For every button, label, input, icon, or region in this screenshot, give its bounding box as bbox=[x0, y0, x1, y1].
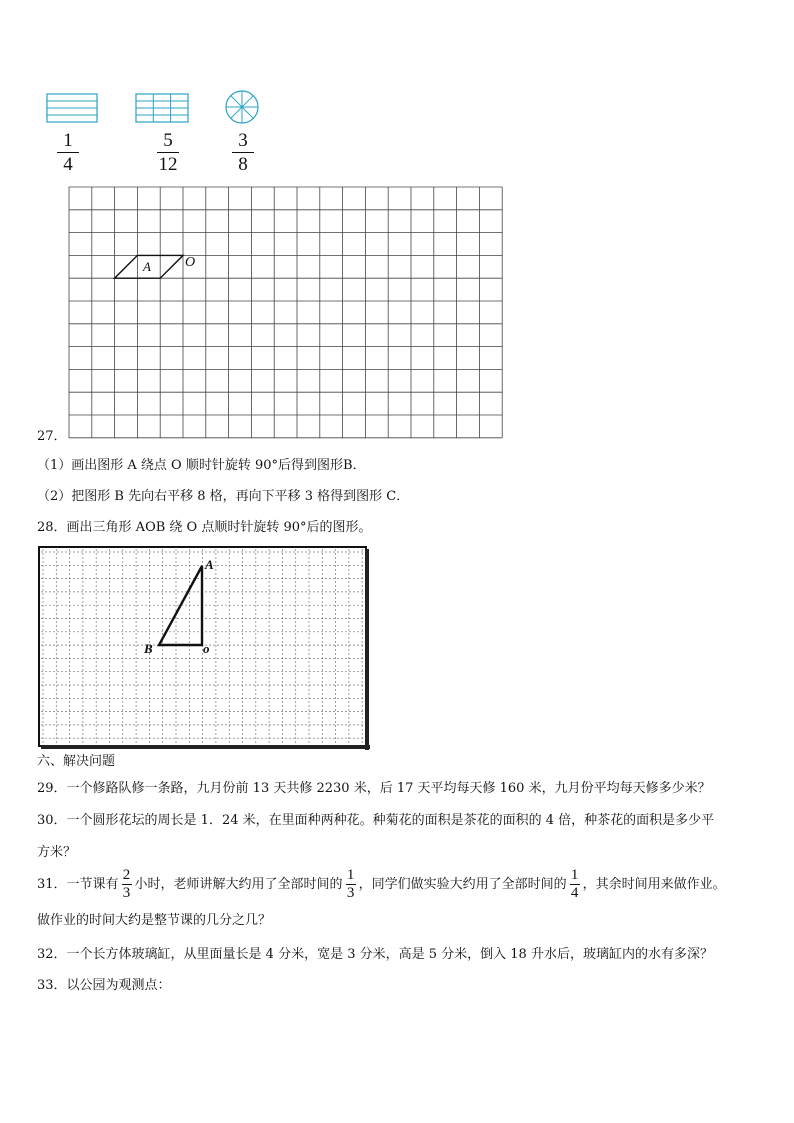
fraction-numerator: 3 bbox=[238, 130, 248, 151]
q31-text-4: ，其余时间用来做作业。 bbox=[582, 877, 726, 892]
fraction-numerator: 5 bbox=[163, 130, 173, 151]
fraction-denominator: 4 bbox=[63, 154, 73, 175]
fraction-circle-eighths-figure bbox=[223, 89, 263, 129]
q31-question-line-1 bbox=[37, 868, 726, 902]
fraction-bar bbox=[57, 152, 79, 153]
q31-fraction-2 bbox=[346, 868, 356, 901]
q31-text-1: 31．一节课有 bbox=[37, 877, 119, 892]
q33-question: 33．以公园为观测点： bbox=[37, 978, 171, 993]
q27-subquestion-2: （2）把图形 B 先向右平移 8 格，再向下平移 3 格得到图形 C． bbox=[37, 489, 410, 504]
q28-label-b: B bbox=[144, 641, 153, 656]
q30-question-line-1: 30．一个圆形花坛的周长是 1．24 米，在里面种两种花。种菊花的面积是茶花的面积的 4 倍，种茶花的面积是多少平 bbox=[37, 813, 715, 828]
q27-point-label: O bbox=[185, 255, 196, 270]
q28-label-o: o bbox=[203, 641, 210, 656]
q30-question-line-2: 方米？ bbox=[37, 845, 77, 860]
fraction-bar bbox=[232, 152, 254, 153]
fraction-denominator: 8 bbox=[238, 154, 248, 175]
q31-text-2: 小时，老师讲解大约用了全部时间的 bbox=[134, 877, 343, 892]
fraction-bar bbox=[157, 152, 179, 153]
fraction-grid-twelfths-figure bbox=[135, 93, 191, 125]
grid-frame-shadow bbox=[365, 549, 369, 750]
fraction-label-2 bbox=[153, 131, 183, 174]
q32-question: 32．一个长方体玻璃缸，从里面量长是 4 分米，宽是 3 分米，高是 5 分米，倒入 18 升水后，玻璃缸内的水有多深？ bbox=[37, 947, 713, 962]
fraction-numerator: 1 bbox=[63, 130, 73, 151]
q28-question: 28．画出三角形 AOB 绕 O 点顺时针旋转 90°后的图形。 bbox=[37, 520, 372, 535]
q27-number: 27． bbox=[37, 429, 67, 444]
q31-fraction-1-numerator: 2 bbox=[122, 867, 131, 883]
q29-question: 29．一个修路队修一条路，九月份前 13 天共修 2230 米，后 17 天平均每天修 160 米，九月份平均每天修多少米？ bbox=[37, 781, 711, 796]
q31-fraction-3-numerator: 1 bbox=[570, 867, 579, 883]
q27-subquestion-1: （1）画出图形 A 绕点 O 顺时针旋转 90°后得到图形B． bbox=[37, 458, 366, 473]
grid-frame-shadow bbox=[41, 745, 370, 749]
fraction-label-1 bbox=[53, 131, 83, 174]
fraction-bar-quarters-figure bbox=[46, 93, 100, 125]
q28-label-a: A bbox=[205, 557, 214, 572]
q31-fraction-3-denominator: 4 bbox=[570, 885, 579, 901]
q31-question-line-2: 做作业的时间大约是整节课的几分之几？ bbox=[37, 913, 272, 928]
fraction-denominator: 12 bbox=[158, 154, 178, 175]
section-six-heading: 六、解决问题 bbox=[37, 754, 116, 769]
q31-fraction-2-denominator: 3 bbox=[346, 885, 355, 901]
q27-square-grid bbox=[68, 186, 504, 444]
q31-fraction-3 bbox=[570, 868, 580, 901]
fraction-label-3 bbox=[228, 131, 258, 174]
q31-fraction-2-numerator: 1 bbox=[346, 867, 355, 883]
q31-text-3: ，同学们做实验大约用了全部时间的 bbox=[358, 877, 567, 892]
q31-fraction-1-denominator: 3 bbox=[122, 885, 131, 901]
q27-shape-label: A bbox=[143, 259, 151, 274]
q31-fraction-1 bbox=[122, 868, 132, 901]
